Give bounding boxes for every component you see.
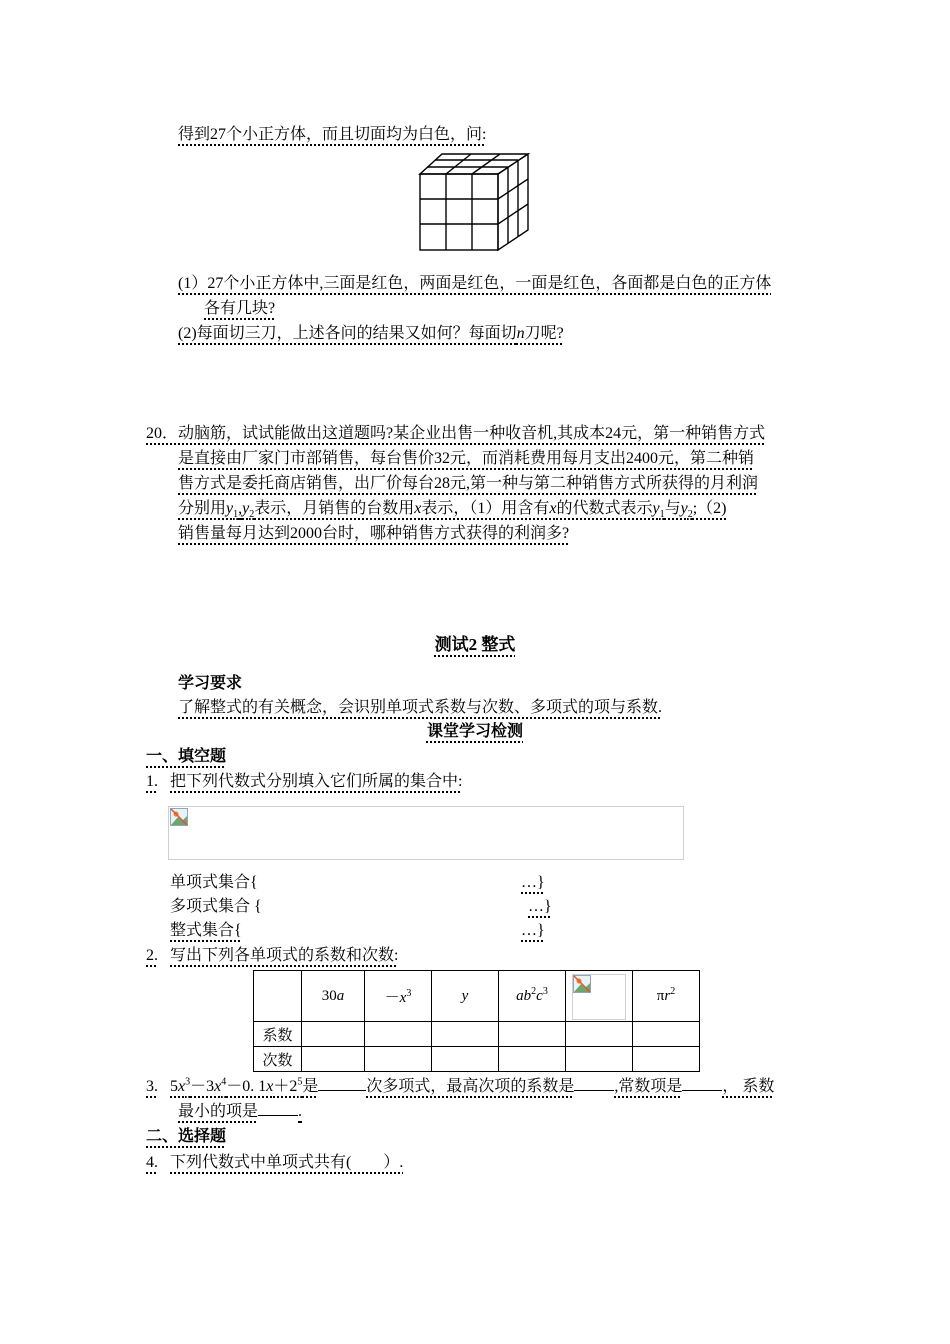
q1-number: 1. xyxy=(146,773,158,790)
p20-y1-var: y xyxy=(226,500,234,517)
answer-cell[interactable] xyxy=(499,1022,566,1047)
p20-y2b-sub: 2 xyxy=(687,509,693,521)
p20-line2: 是直接由厂家门市部销售，每台售价32元，而消耗费用每月支出2400元，第二种销 xyxy=(178,450,755,467)
q3-blank-smallest[interactable] xyxy=(258,1101,298,1116)
header-30a: 30a xyxy=(302,971,365,1022)
requirements-text: 了解整式的有关概念，会识别单项式系数与次数、多项式的项与系数. xyxy=(178,699,663,716)
set-integral-label: 整式集合{ xyxy=(170,922,242,939)
p20-y2-sub: 2 xyxy=(249,509,255,521)
header-neg-x3: $-x^3$ xyxy=(365,971,432,1022)
q3-line1 xyxy=(170,1076,774,1098)
set-polynomial-label: 多项式集合 { xyxy=(170,898,262,915)
p20-x-var-2: x xyxy=(549,500,557,517)
q3-mid1: 次多项式，最高次项的系数是 xyxy=(366,1078,575,1095)
coefficient-degree-table xyxy=(253,970,700,1072)
set-monomial-end: …} xyxy=(521,874,545,891)
answer-cell[interactable] xyxy=(499,1047,566,1072)
answer-cell[interactable] xyxy=(566,1022,633,1047)
p20-y1b-sub: 1 xyxy=(659,509,665,521)
p20-l4-a: 分别用 xyxy=(178,500,227,517)
p19-intro: 得到27个小正方体，而且切面均为白色，问: xyxy=(178,126,487,143)
answer-cell[interactable] xyxy=(633,1022,700,1047)
p20-l4-d: 的代数式表示 xyxy=(556,500,653,517)
q1-text: 把下列代数式分别填入它们所属的集合中: xyxy=(170,773,463,790)
q4-text: 下列代数式中单项式共有( ）. xyxy=(170,1154,404,1171)
p20-line1: 动脑筋，试试能做出这道题吗?某企业出售一种收音机,其成本24元，第一种销售方式 xyxy=(178,425,766,442)
p19-q1-line1: (1）27个小正方体中,三面是红色，两面是红色，一面是红色，各面都是白色的正方体 xyxy=(178,275,772,292)
p20-line4 xyxy=(178,498,727,520)
answer-cell[interactable] xyxy=(432,1047,499,1072)
p20-x-var: x xyxy=(414,500,422,517)
q3-end: . xyxy=(298,1103,303,1120)
answer-cell[interactable] xyxy=(566,1047,633,1072)
answer-cell[interactable] xyxy=(365,1047,432,1072)
broken-image-icon-2 xyxy=(573,975,591,993)
q3-blank-degree[interactable] xyxy=(318,1076,366,1091)
p20-number: 20． xyxy=(146,425,179,442)
q3-mid2: ,常数项是 xyxy=(614,1078,683,1095)
set-monomial-label: 单项式集合{ xyxy=(170,874,258,891)
table-corner-cell xyxy=(254,971,302,1022)
test2-title: 测试2 整式 xyxy=(434,635,516,654)
p20-y2b-var: y xyxy=(680,500,688,517)
broken-image-icon xyxy=(170,808,188,826)
q3-line2 xyxy=(178,1101,302,1123)
answer-cell[interactable] xyxy=(633,1047,700,1072)
p20-y1b-var: y xyxy=(652,500,660,517)
p19-q2 xyxy=(178,323,564,345)
set-integral-end: …} xyxy=(521,922,545,939)
q3-expression: $5x^3-3x^4-0$. $1x+2^5$ xyxy=(170,1076,303,1095)
cube-figure xyxy=(418,152,532,252)
p20-sep: , xyxy=(238,500,243,517)
header-y: y xyxy=(432,971,499,1022)
classroom-heading: 课堂学习检测 xyxy=(426,723,523,740)
p19-q2-text-b: 刀呢? xyxy=(524,325,564,342)
p19-q1-line2: 各有几块? xyxy=(204,300,276,317)
p20-y2-var: y xyxy=(242,500,250,517)
answer-cell[interactable] xyxy=(432,1022,499,1047)
p19-q2-text-a: (2)每面切三刀，上述各问的结果又如何？每面切 xyxy=(178,325,517,342)
answer-cell[interactable] xyxy=(302,1022,365,1047)
p20-line5: 销售量每月达到2000台时，哪种销售方式获得的利润多? xyxy=(178,525,570,542)
row-label-degree: 次数 xyxy=(254,1047,302,1072)
header-pi-r2: $\pi r^2$ xyxy=(633,971,700,1022)
header-image-cell xyxy=(566,971,633,1022)
q4-number: 4. xyxy=(146,1154,158,1171)
answer-cell[interactable] xyxy=(365,1022,432,1047)
row-label-coefficient: 系数 xyxy=(254,1022,302,1047)
p19-q2-var: n xyxy=(516,325,525,342)
p20-l4-c: 表示，（1）用含有 xyxy=(421,500,550,517)
p20-y1-sub: 1 xyxy=(233,509,239,521)
p20-l4-f: ;（2) xyxy=(692,500,727,517)
q2-number: 2. xyxy=(146,947,158,964)
q3-blank-constant[interactable] xyxy=(682,1076,722,1091)
p20-l4-b: 表示，月销售的台数用 xyxy=(254,500,415,517)
q3-mid3: ， 系数 xyxy=(722,1078,775,1095)
expression-image-box xyxy=(168,806,684,860)
answer-cell[interactable] xyxy=(302,1047,365,1072)
q3-number: 3. xyxy=(146,1078,158,1095)
section-fill-blank: 一、填空题 xyxy=(146,748,227,765)
q3-blank-coefficient[interactable] xyxy=(574,1076,614,1091)
q2-text: 写出下列各单项式的系数和次数: xyxy=(170,947,399,964)
q3-line2-text: 最小的项是 xyxy=(178,1103,259,1120)
p20-line3: 售方式是委托商店销售，出厂价每台28元,第一种与第二种销售方式所获得的月利润 xyxy=(178,475,759,492)
q3-pre: 是 xyxy=(302,1078,319,1095)
section-choice: 二、选择题 xyxy=(146,1128,227,1145)
header-ab2c3: $ab^2c^3$ xyxy=(499,971,566,1022)
p20-l4-e: 与 xyxy=(664,500,681,517)
set-polynomial-end: …} xyxy=(528,898,552,915)
requirements-heading: 学习要求 xyxy=(178,675,243,692)
